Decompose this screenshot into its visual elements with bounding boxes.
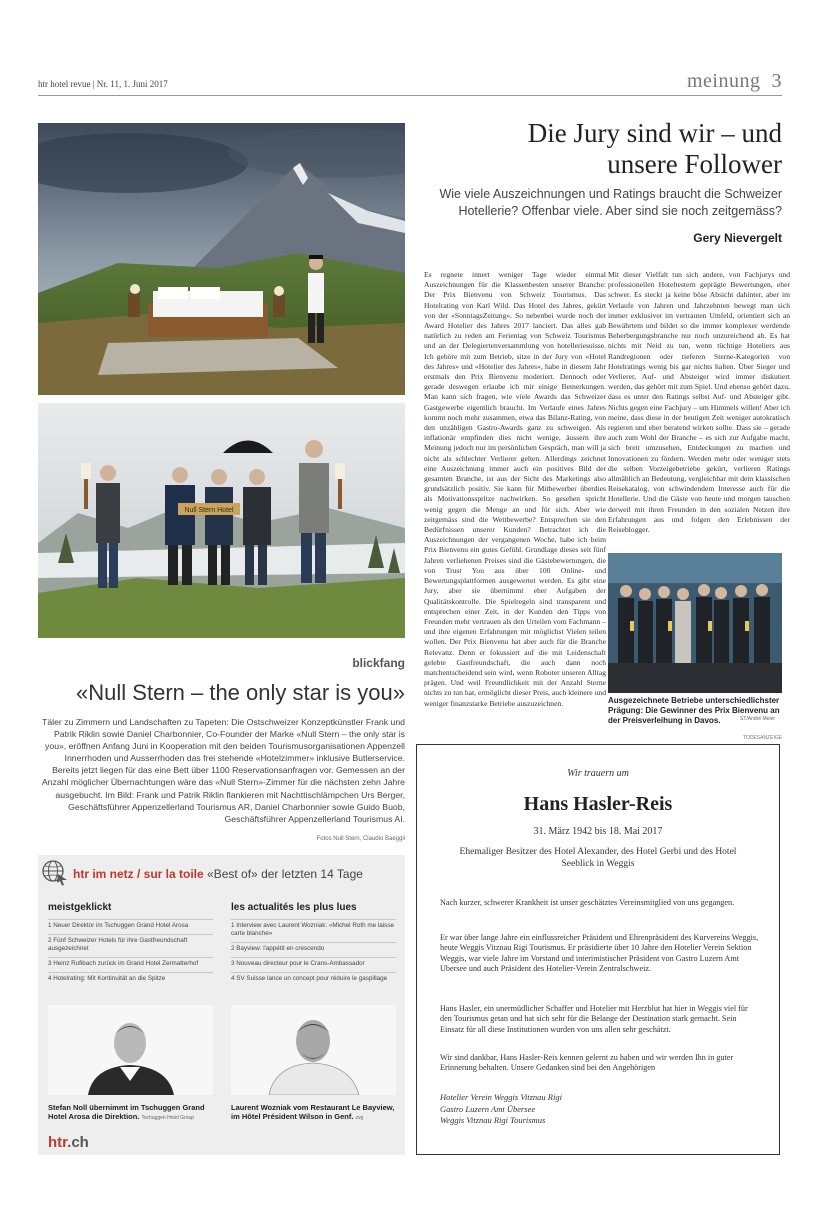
obituary-dates: 31. März 1942 bis 18. Mai 2017 (533, 826, 663, 837)
face1-caption-text: Stefan Noll übernimmt im Tschuggen Grand Hotel Arosa die Direktion. (48, 1103, 205, 1121)
signatory: Hotelier Verein Weggis Vitznau Rigi (440, 1092, 562, 1102)
most-clicked-list (48, 919, 213, 987)
headline-line-1: Die Jury sind wir – und (527, 118, 782, 148)
signatory: Gastro Luzern Amt Übersee (440, 1103, 536, 1114)
online-box-label[interactable]: htr im netz / sur la toile (73, 867, 204, 881)
null-stern-group-photo (38, 403, 405, 638)
article-column-2: Mit dieser Vielfalt tun sich andere, von Fachjurys und professionellen Hoteltestern geprägte Bewertungen, eher schwer. Es steckt ja keine böse Absicht dahinter, aber im Verlaufe von Jahren und Jahrzehnten bewegt man sich immer exklusiver im vertrauten Umfeld, orientiert sich an Bewährtem und bildet so die immer komplexer werdende Beherbergungsbranche nur noch unzureichend ab. Es hat nichts mit Neid zu tun, wenn tüchtige Hoteliers aus Randregionen oder tieferen Sterne-Kategorien von Hotelratings wenig bis gar nichts halten. Über Sieger und Verlierer, Auf- und Absteiger wird immer diskutiert werden, das gehört mit zum Spiel. Und ebenso gehört dazu, dass es unter den Ratings selbst Auf- und Absteiger gibt. Nichts gegen eine Fachjury – um Himmels willen! Aber ich meine, dass diese in der heutigen Zeit weniger autokratisch regieren und eher beratend wirken sollte. Dass sie – gerade auch zum Wohl der Branche – es sich zur Aufgabe macht, sich breit umzusehen, Entdeckungen zu machen und Innovationen zu fördern. Werden mehr oder weniger stets die selben Vorzeigebetriebe gekürt, verlieren Ratings allmählich an Bedeutung, vergleichbar mit dem klassischen Reisekatalog, von schwindendem Interesse auch für die Hotellerie. Und die Gäste von heute und morgen tauschen derweil mit ihren Freunden in den sozialen Netzen ihre Erfahrungen aus und folgen den Erlebnissen der Reiseblogger. (608, 270, 790, 535)
award-winners-photo (608, 553, 782, 693)
face1-credit: Tschuggen Hotel Group (141, 1115, 195, 1121)
list-item[interactable]: 3 Heinz Rufibach zurück im Grand Hotel Zermatterhof (48, 957, 213, 972)
award-photo-caption: Ausgezeichnete Betriebe unterschiedlichster Prägung: Die Gewinner des Prix Bienvenu an der Preisverleihung in Davos. (608, 696, 780, 725)
face2-caption-text: Laurent Wozniak vom Restaurant Le Bayview, im Hôtel Président Wilson in Genf. (231, 1103, 395, 1121)
article-column-1: Es regnete innert weniger Tage wieder einmal Auszeichnungen für die Klassenbesten unserer Branche: Der Prix Bienvenu von Schweiz Tourismus. Das Hotelrating von Karl Wild. Das Hotel des Jahres, gekürt von der «SonntagsZeitung». So nebenbei wurde noch der Award Hotelier des Jahres 2017 lanciert. Das alles gab natürlich zu reden am Ferientag von Schweiz Tourismus und an der Delegiertenversammlung von hotelleriesuisse. Ich gehöre mit zum Betrieb, sitze in der Jury von «Hotel des Jahres» und «Hotelier des Jahres», habe in diesem Jahr erstmals den Prix Bienvenu moderiert. Dennoch oder gerade deswegen erlaube ich mir einige Bemerkungen. Man kann sich fragen, wie viele Awards das Schweizer Gastgewerbe eigentlich braucht. Im Verlaufe eines Jahres kommt noch mehr zusammen, etwa das Bilanz-Rating, von den unzähligen Gastro-Awards ganz zu schweigen. Als inflationär empfinden dies nicht wenige, äussern ihre Meinung jedoch nur im persönlichen Gespräch, man will ja nicht als schlechter Verlierer gelten. Allerdings zeichnet eine Auszeichnung immer auch ein positives Bild der gesamten Branche, ist aus der Sicht des Marketings also grundsätzlich positiv. Sie kann für Mitbewerber überdies als Motivationsspritze nachwirken. So gesehen spricht wenig gegen die Menge an und für sich. Aber wie zeitgemäss sind die Wettbewerbe? Entsprechen sie den Bedürfnissen unserer Kunden? Betrachtet ich die Auszeichnungen der vergangenen Woche, habe ich beim Prix Bienvenu ein gutes Gefühl. Grundlage dieses seit fünf Jahren verliehenen Preises sind die Gästebewertungen, die von Trust You aus über 100 Online- und Bewertungsplattformen ausgewertet werden. Es gibt eine Jury, aber sie übernimmt eher Aufgaben der Qualitätskontrolle. Die Spielregeln sind transparent und entsprechen einer Zeit, in der Kunden den Tipps von Freunden mehr vertrauen als den Urteilen vom Fachmann – und ihre eigenen Erfahrungen mit möglichst Vielen teilen wollen. Der Prix Bienvenu hat aber auch für die Branche Relevanz. Denn er fokussiert auf die mit Leidenschaft gelebte Gastfreundschaft, die auch dann noch matchentscheidend sein wird, wenn Roboter unseren Alltag prägen. Und weil Freundlichkeit mit der Anzahl Sterne nichts zu tun hat, ermöglicht dieser Preis, auch kleinere und weniger finanzstarke Betriebe auszuzeichnen. (424, 270, 606, 708)
obituary-intro: Wir trauern um (567, 768, 629, 779)
section-name: meinung (687, 70, 761, 92)
header-rule (38, 95, 782, 96)
obituary-paragraph: Hans Hasler, ein unermüdlicher Schaffer und Hotelier mit Herzblut hat hier in Weggis viel für den Tourismus getan und hat sich sehr für die Belange der Destination stark gemacht. Sein Einsatz für all diese Institutionen wurden von uns allen sehr geschätzt. (440, 1004, 748, 1034)
list-item[interactable]: 3 Nouveau directeur pour le Crans-Ambassador (231, 957, 396, 972)
sign-text: Null Stern Hotel (184, 507, 234, 514)
online-box-sublabel: «Best of» der letzten 14 Tage (207, 867, 363, 881)
obituary-paragraph: Er war über lange Jahre ein einflussreicher Präsident und Ehrenpräsident des Kurvereins Weggis, heute Weggis Vitznau Rigi Tourismus. Er präsidierte über 10 Jahre den Hotelier Verein Sektion Weggis, war viele Jahre im Vorstand und interimistischer Präsident von Gastro Luzern Amt Ubersee und auch Präsident des Hotelier-Verein Zentralschweiz. (440, 933, 759, 974)
headline-line-2: unsere Follower (607, 149, 782, 179)
list-item[interactable]: 4 SV Suisse lance un concept pour réduire le gaspillage (231, 972, 396, 987)
blickfang-credit: Fotos Null Stern, Claudio Baeggli (316, 836, 405, 842)
laurent-wozniak-portrait (231, 1005, 396, 1095)
logo-main: htr (48, 1134, 68, 1151)
page-number: 3 (771, 70, 782, 92)
article-subhead: Wie viele Auszeichnungen und Ratings braucht die Schweizer Hotellerie? Offenbar viele. Aber sind sie noch zeitgemäss? (439, 187, 782, 218)
face2-credit: zvg (355, 1115, 364, 1121)
list-item[interactable]: 1 Neuer Direktor im Tschuggen Grand Hotel Arosa (48, 919, 213, 934)
globe-cursor-icon (40, 858, 68, 886)
list-item[interactable]: 4 Hotelrating: Mit Kontinuität an die Spitze (48, 972, 213, 987)
list-item[interactable]: 1 Interview avec Laurent Wozniak: «Michel Roth me laisse carte blanche» (231, 919, 396, 942)
obituary-tag: TODESANZEIGE (743, 735, 783, 741)
section-label (687, 70, 782, 93)
laurent-wozniak-caption (231, 1103, 396, 1123)
blickfang-kicker: blickfang (352, 656, 405, 670)
obituary-name: Hans Hasler-Reis (523, 793, 673, 815)
award-photo-credit: ST/André Meier (740, 716, 776, 722)
obituary-role: Ehemaliger Besitzer des Hotel Alexander, des Hotel Gerbi und des Hotel Seeblick in Weggis (459, 847, 737, 869)
list-item[interactable]: 2 Fünf Schweizer Hotels für ihre Gastfreundschaft ausgezeichnet (48, 934, 213, 957)
publication-line: htr hotel revue | Nr. 11, 1. Juni 2017 (38, 79, 168, 89)
obituary-paragraph: Wir sind dankbar, Hans Hasler-Reis kennen gelernt zu haben und wir werden Ihn in guter Erinnerung behalten. Unsere Gedanken sind bei den Angehörigen (440, 1053, 734, 1073)
null-stern-bed-photo (38, 123, 405, 395)
stefan-noll-portrait (48, 1005, 213, 1095)
signatory: Weggis Vitznau Rigi Tourismus (440, 1115, 546, 1125)
obituary-signatories (440, 1092, 760, 1127)
stefan-noll-caption (48, 1103, 213, 1123)
most-read-fr-list (231, 919, 396, 987)
most-read-fr-title: les actualités les plus lues (231, 902, 357, 913)
list-item[interactable]: 2 Bayview: l'appétit en crescendo (231, 942, 396, 957)
obituary-paragraph: Nach kurzer, schwerer Krankheit ist unser geschätztes Vereinsmitglied von uns gegangen. (440, 898, 735, 907)
online-box-heading (73, 867, 363, 881)
blickfang-title: «Null Stern – the only star is you» (76, 680, 405, 705)
logo-domain: .ch (67, 1134, 89, 1151)
article-headline (412, 118, 782, 180)
article-author: Gery Nievergelt (693, 231, 782, 245)
htr-logo-link[interactable] (48, 1134, 89, 1151)
blickfang-text: Täler zu Zimmern und Landschaften zu Tapeten: Die Ostschweizer Konzeptkünstler Frank und Patrik Riklin sowie Daniel Charbonnier, Co-Founder der Marke «Null Stern – the only star is you», eröffnen Anfang Juni in Kooperation mit den beiden Tourismusorganisationen Appenzell Innerrhoden und Ausserrhoden das frei stehende «Hotelzimmer» inklusive Butlerservice. Bereits jetzt liegen für das eine Bett über 1100 Reservationsanfragen vor. Gemessen an der Anzahl möglicher Übernachtungen wäre das «Null Stern»-Zimmer für die nächsten zehn Jahre ausgebucht. Im Bild: Frank und Patrik Riklin flankieren mit Nachttischlämpchen Urs Berger, Geschäftsführer Appenzellerland Tourismus AR, Daniel Charbonnier sowie Guido Buob, Geschäftsführer Appenzellerland Tourismus AI. (41, 717, 405, 824)
most-clicked-title: meistgeklickt (48, 902, 112, 913)
